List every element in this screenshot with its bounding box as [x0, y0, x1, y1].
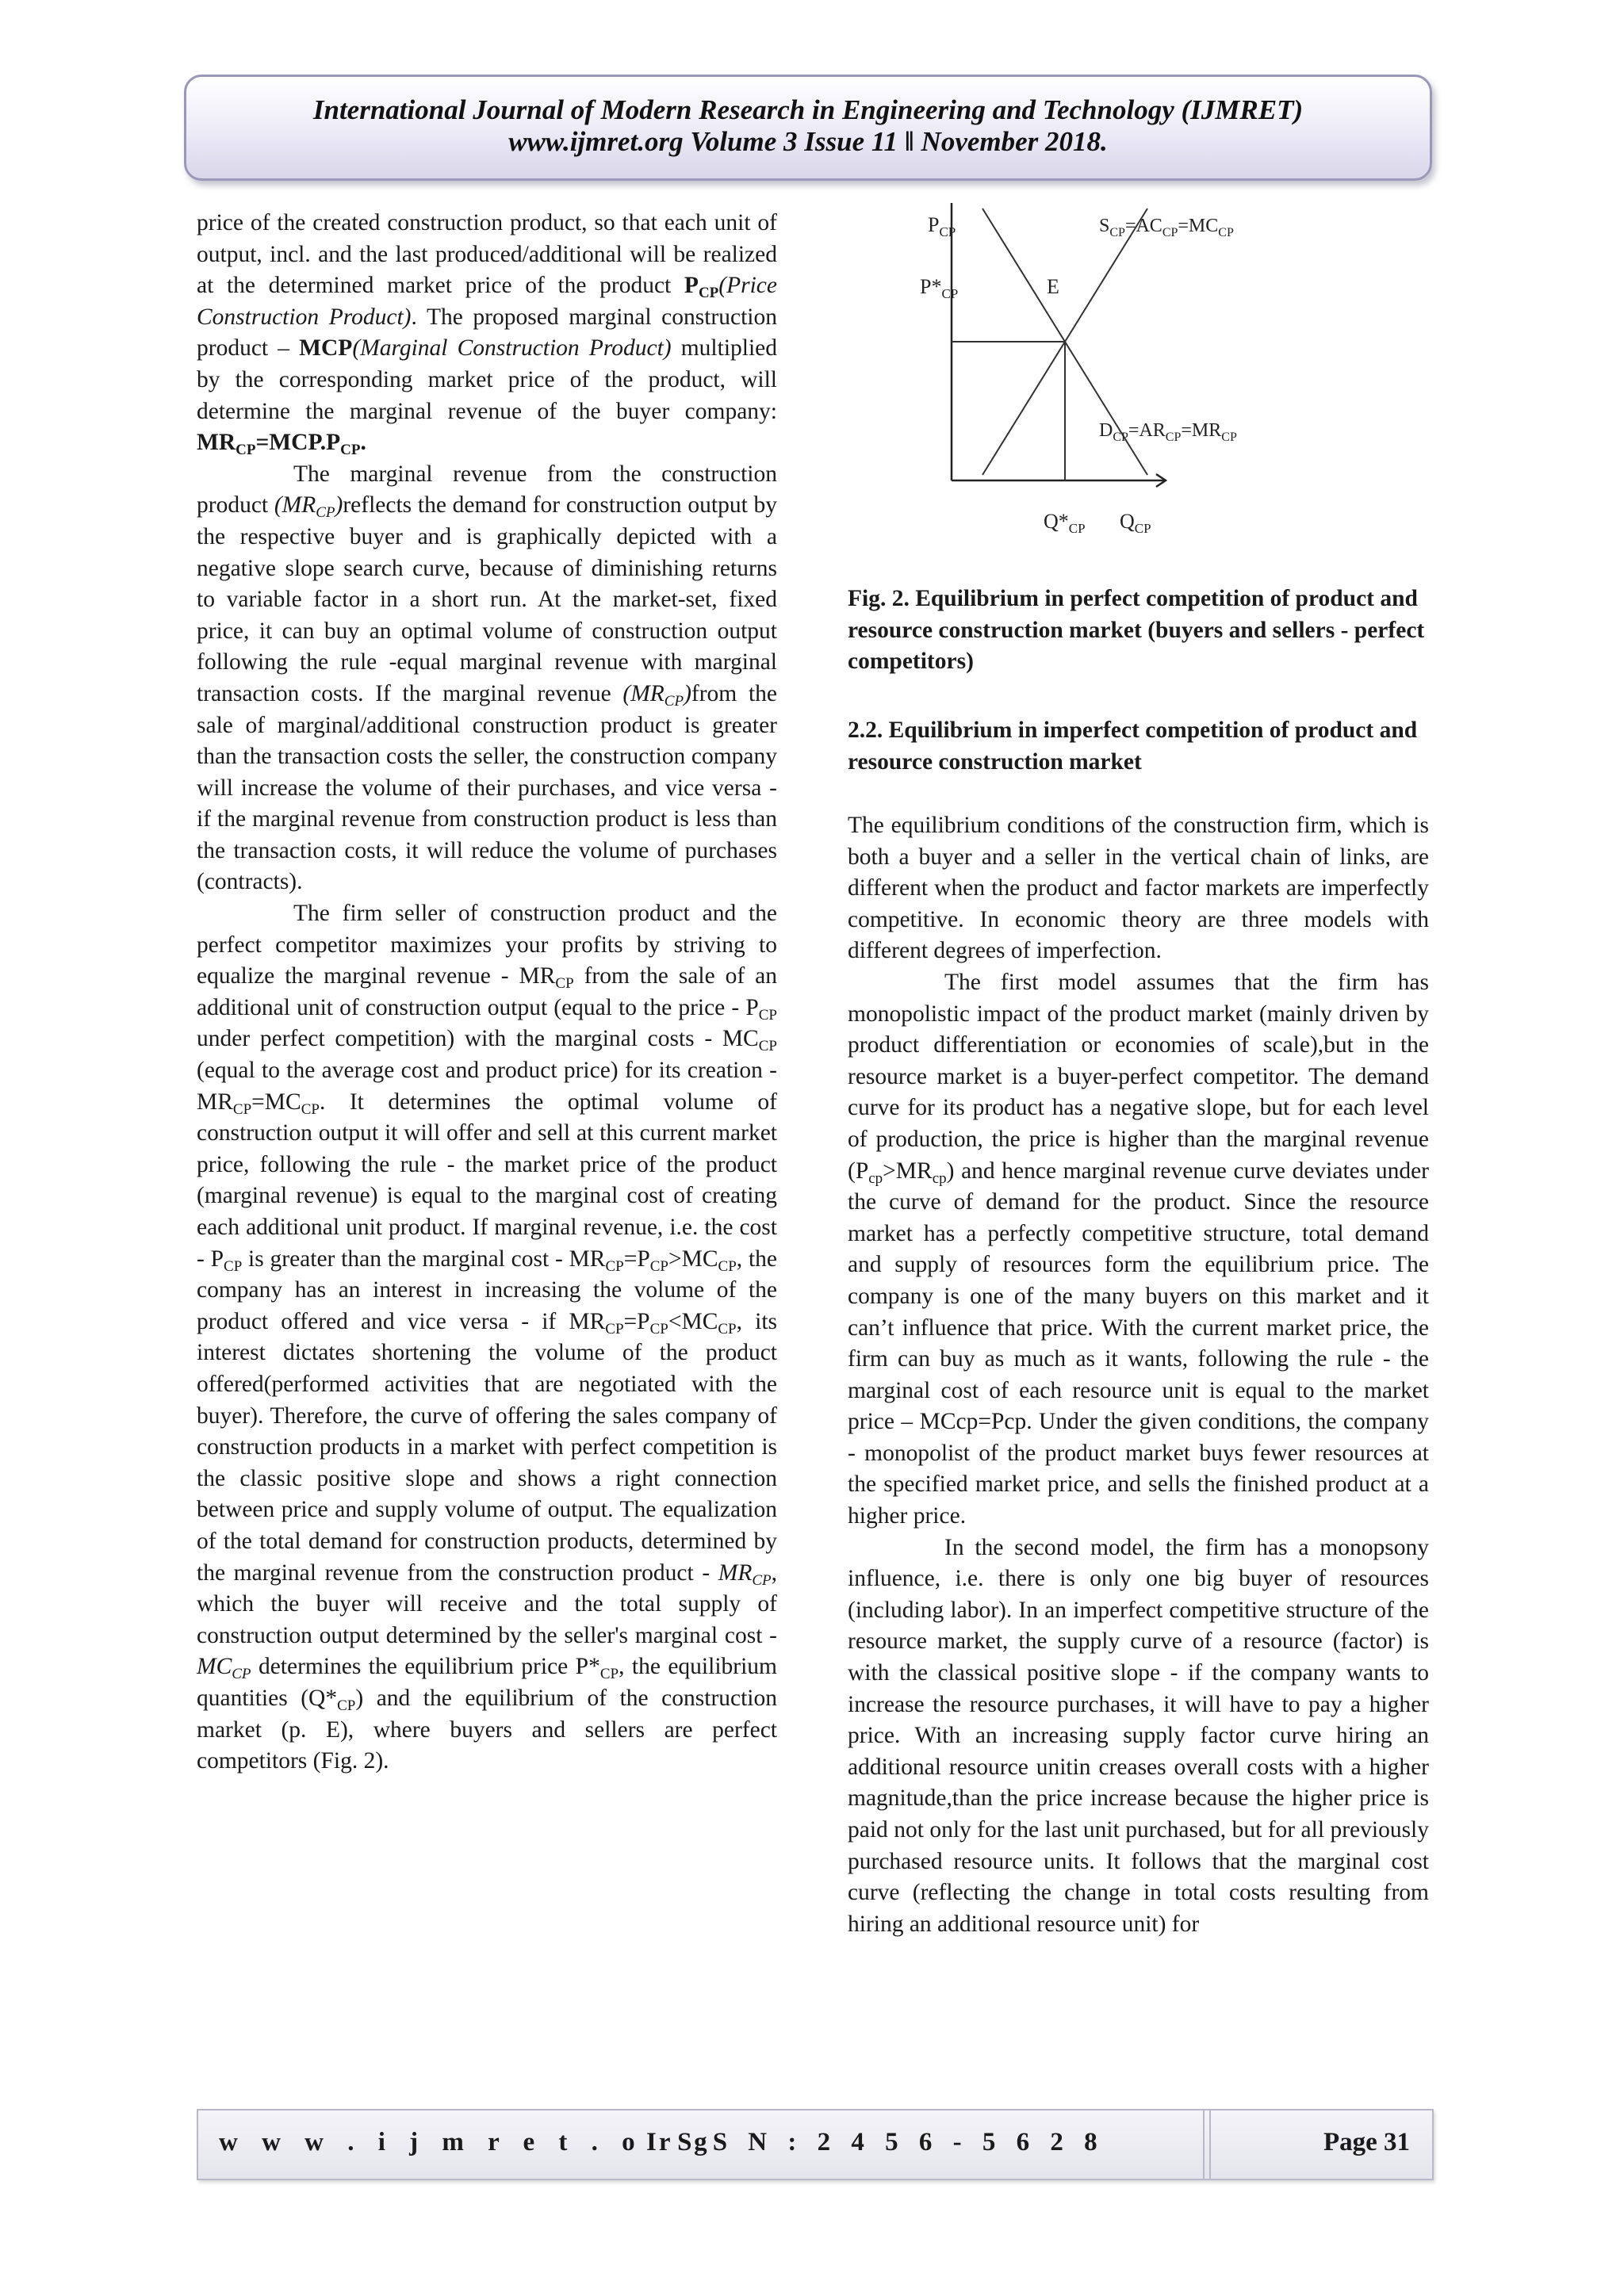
left-column [197, 208, 777, 1777]
y-axis-label: $P_{CP}$ [928, 213, 956, 239]
footer-issn: I S S N : 2 4 5 6 - 5 6 2 8 [646, 2128, 1105, 2156]
paragraph: price of the created construction product, so that each unit of output, incl. and the last produced/additional will be realized at the determined market price of the product $P_{CP}(Price$ Construction Product). The proposed marginal construction product – MCP(Marginal Construction Product) multiplied by the corresponding market price of the product, will determine the marginal revenue of the buyer company: $MR_{CP}=MCP.P_{CP}$. [197, 210, 777, 459]
page-footer [197, 2109, 1434, 2180]
figure-caption: Fig. 2. Equilibrium in perfect competition of product and resource construction market (buyers and sellers - perfect competitors) [848, 586, 1425, 675]
footer-divider [1203, 2110, 1211, 2179]
page-number: Page 31 [1323, 2128, 1410, 2156]
journal-header [184, 75, 1432, 181]
paragraph: The first model assumes that the firm has monopolistic impact of the product market (mainly driven by product differentiation or economies of scale),but in the resource market is a buyer-perfect competitor. The demand curve for its product has a negative slope, but for each level of production, the price is higher than the marginal revenue $(P_{cp}>MR_{cp})$ and hence marginal revenue curve deviates under the curve of demand for the product. Since the resource market has a perfectly competitive structure, total demand and supply of resources form the equilibrium price. The company is one of the many buyers on this market and it can’t influence that price. With the current market price, the firm can buy as much as it wants, following the rule - the marginal cost of each resource unit is equal to the market price – MCcp=Pcp. Under the given conditions, the company - monopolist of the product market buys fewer resources at the specified market price, and sells the finished product at a higher price. [848, 969, 1429, 1529]
supply-curve-label: $S_{CP}=AC_{CP}=MC_{CP}$ [1099, 216, 1234, 239]
equilibrium-point-label: E [1047, 275, 1059, 298]
x-axis-label: $Q_{CP}$ [1120, 510, 1151, 536]
footer-website: w w w . i j m r e t . o r g [219, 2128, 716, 2156]
equilibrium-quantity-label: $Q*_{CP}$ [1044, 510, 1086, 536]
right-column [848, 810, 1429, 1940]
section-heading: 2.2. Equilibrium in imperfect competition of product and resource construction market [848, 718, 1418, 775]
journal-title: International Journal of Modern Research in Engineering and Technology (IJMRET) [312, 94, 1304, 125]
paragraph: The equilibrium conditions of the construction firm, which is both a buyer and a seller in the vertical chain of links, are different when the product and factor markets are imperfectly competitive. In economic theory are three models with different degrees of imperfection. [848, 813, 1429, 964]
demand-curve-label: $D_{CP}=AR_{CP}=MR_{CP}$ [1099, 420, 1237, 444]
paragraph: In the second model, the firm has a monopsony influence, i.e. there is only one big buyer of resources (including labor). In an imperfect competitive structure of the resource market, the supply curve of a resource (factor) is with the classical positive slope - if the company wants to increase the resource purchases, it will have to pay a higher price. With an increasing supply factor curve hiring an additional resource unitin creases overall costs with a higher magnitude,than the price increase because the higher price is paid not only for the last unit purchased, but for all previously purchased resource units. It follows that the marginal cost curve (reflecting the change in total costs resulting from hiring an additional resource unit) for [848, 1534, 1429, 1937]
equilibrium-price-label: $P*_{CP}$ [920, 275, 959, 301]
paragraph: The marginal revenue from the construction product $(MR_{CP})reflects$ the demand for construction output by the respective buyer and is graphically depicted with a negative slope search curve, because of diminishing returns to variable factor in a short run. At the market-set, fixed price, it can buy an optimal volume of construction output following the rule -equal marginal revenue with marginal transaction costs. If the marginal revenue $(MR_{CP})from$ the sale of marginal/additional construction product is greater than the transaction costs the seller, the construction company will increase the volume of their purchases, and vice versa - if the marginal revenue from construction product is less than the transaction costs, it will reduce the volume of purchases (contracts). [197, 461, 777, 895]
equilibrium-chart [912, 203, 1237, 549]
paragraph: The firm seller of construction product and the perfect competitor maximizes your profits by striving to equalize the marginal revenue - $MR_{CP}$ from the sale of an additional unit of construction output (equal to the price - $P_{CP}$ under perfect competition) with the marginal costs - $MC_{CP}$ (equal to the average cost and product price) for its creation - $MR_{CP}=MC_{CP}$. It determines the optimal volume of construction output it will offer and sell at this current market price, following the rule - the market price of the product (marginal revenue) is equal to the marginal cost of creating each additional unit product. If marginal revenue, i.e. the cost - $P_{CP}$ is greater than the marginal $\cos t - MR_{CP}=P_{CP}>MC_{CP}$, the company has an interest in increasing the volume of the product offered and vice versa - if $MR_{CP}=P_{CP}<MC_{CP}$, its interest dictates shortening the volume of the product offered(performed activities that are negotiated with the buyer). Therefore, the curve of offering the sales company of construction products in a market with perfect competition is the classic positive slope and shows a right connection between price and supply volume of output. The equalization of the total demand for construction products, determined by the marginal revenue from the construction product - $MR_{CP}$, which the buyer will receive and the total supply of construction output determined by the seller's marginal cost - $MC_{CP}$ determines the equilibrium price $P*_{CP}$, the equilibrium quantities $(Q*_{CP})$ and the equilibrium of the construction market (p. E), where buyers and sellers are perfect competitors (Fig. 2). [197, 901, 777, 1774]
journal-issue: www.ijmret.org Volume 3 Issue 11 ǁ November 2018. [508, 126, 1108, 157]
